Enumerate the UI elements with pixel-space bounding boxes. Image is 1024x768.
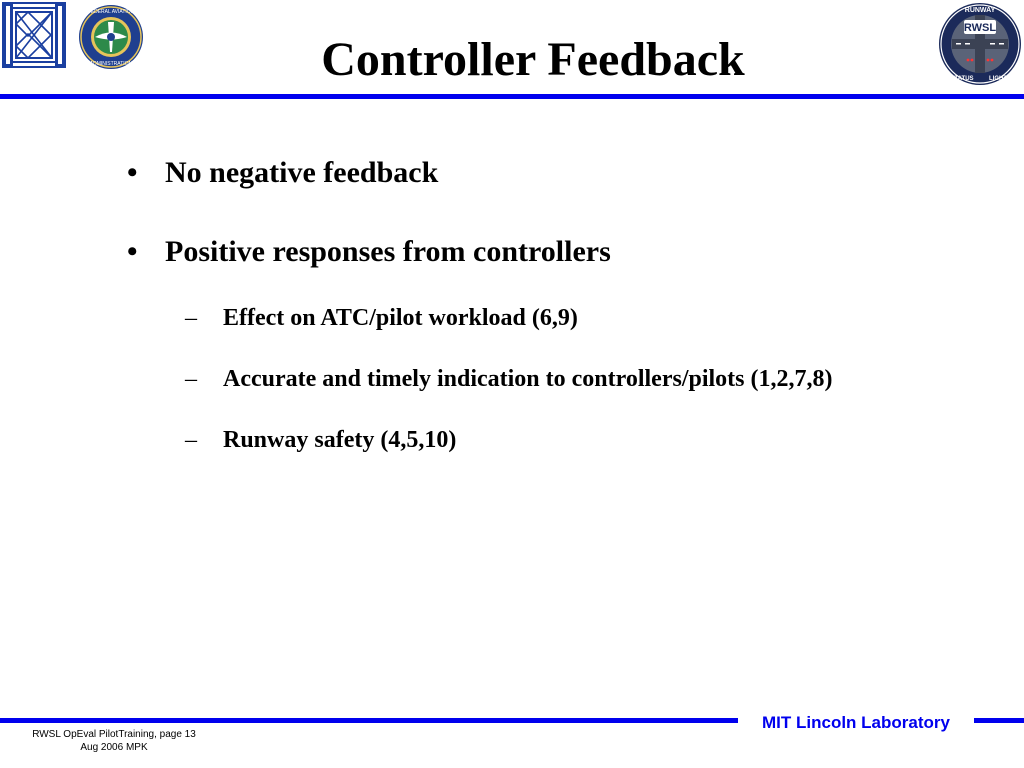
bullet-text: Positive responses from controllers [165, 235, 611, 268]
sub-bullet-symbol: – [185, 427, 197, 453]
bullet-symbol: • [127, 156, 138, 189]
svg-text:ADMINISTRATION: ADMINISTRATION [89, 61, 133, 67]
header-divider [0, 94, 1024, 99]
sub-bullet-item [185, 426, 457, 454]
svg-text:LIGHTS: LIGHTS [989, 76, 1011, 82]
footer-brand: MIT Lincoln Laboratory [762, 713, 950, 732]
footer-line-date: Aug 2006 MPK [80, 742, 148, 753]
svg-text:RUNWAY: RUNWAY [964, 7, 996, 14]
sub-bullet-item [185, 365, 833, 393]
footer-line-page: RWSL OpEval PilotTraining, page 13 [32, 729, 196, 740]
sub-bullet-symbol: – [185, 305, 197, 331]
sub-bullet-text: Effect on ATC/pilot workload (6,9) [223, 305, 578, 331]
bullet-symbol: • [127, 235, 138, 268]
sub-bullet-text: Runway safety (4,5,10) [223, 427, 457, 453]
footer-info [0, 728, 228, 754]
bullet-item [127, 156, 439, 190]
sub-bullet-item [185, 304, 578, 332]
svg-text:RWSL: RWSL [963, 22, 997, 34]
sub-bullet-symbol: – [185, 366, 197, 392]
sub-bullet-text: Accurate and timely indication to controllers/pilots (1,2,7,8) [223, 366, 833, 392]
page-title: Controller Feedback [321, 33, 745, 86]
footer-divider-right [974, 718, 1024, 723]
bullet-item [127, 235, 611, 269]
footer-divider-left [0, 718, 738, 723]
bullet-text: No negative feedback [165, 156, 439, 189]
svg-text:STATUS: STATUS [950, 76, 974, 82]
rwsl-logo [938, 2, 1022, 86]
svg-text:FEDERAL AVIATION: FEDERAL AVIATION [87, 9, 135, 15]
